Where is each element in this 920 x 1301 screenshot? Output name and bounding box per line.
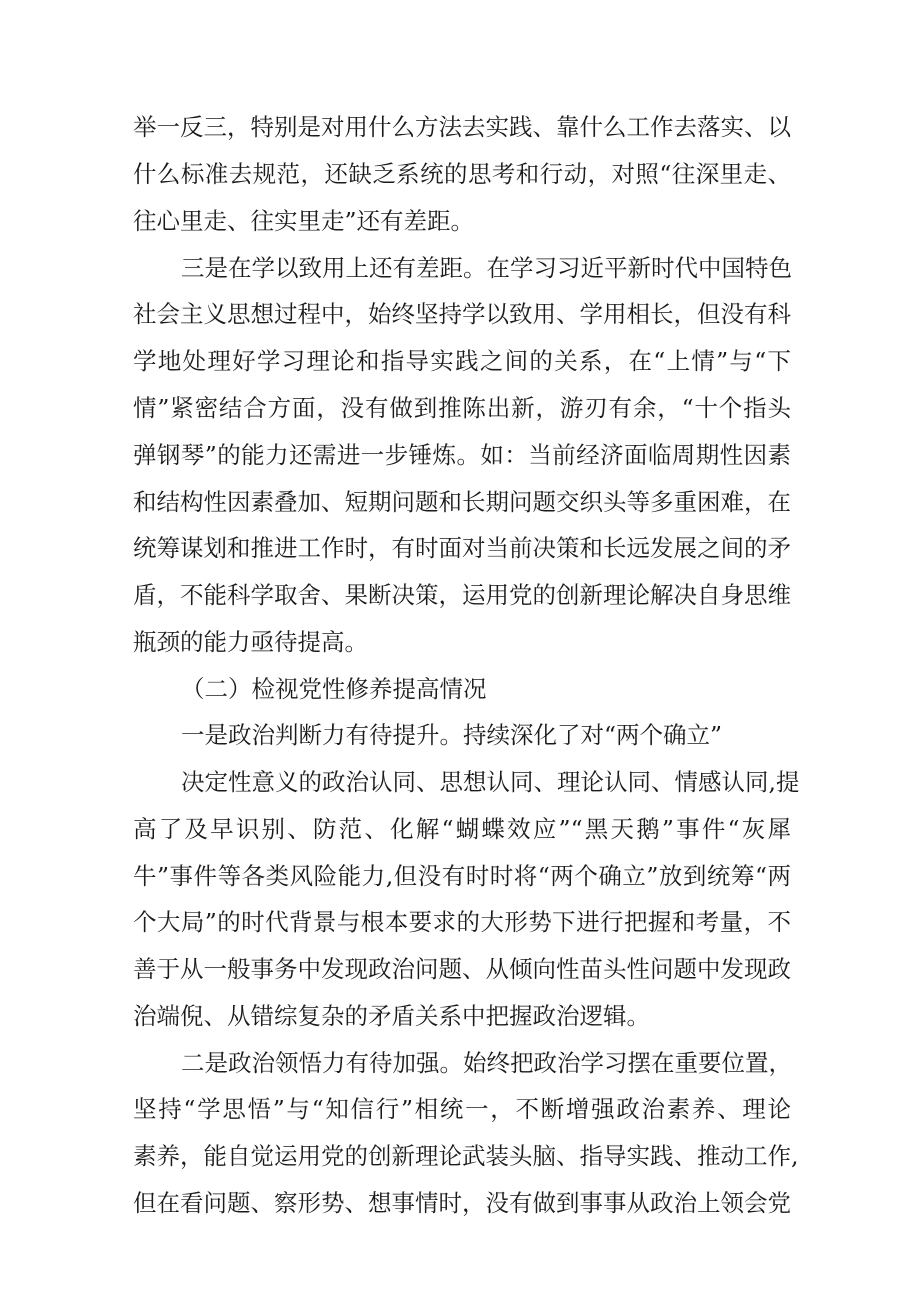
- paragraph-line: 牛”事件等各类风险能力,但没有时时将“两个确立”放到统筹“两: [133, 862, 791, 890]
- paragraph-first-line: 三是在学以致用上还有差距。在学习习近平新时代中国特色: [181, 254, 792, 282]
- paragraph-line: 高了及早识别、防范、化解“蝴蝶效应”“黑天鹅”事件“灰犀: [133, 815, 791, 843]
- paragraph-line: 弹钢琴”的能力还需进一步锤炼。如：当前经济面临周期性因素: [133, 441, 791, 469]
- paragraph-line: 瓶颈的能力亟待提高。: [133, 628, 368, 656]
- paragraph-line: 情”紧密结合方面，没有做到推陈出新，游刃有余，“十个指头: [133, 394, 791, 422]
- paragraph-line: 个大局”的时代背景与根本要求的大形势下进行把握和考量，不: [133, 908, 791, 936]
- paragraph-line: 坚持“学思悟”与“知信行”相统一，不断增强政治素养、理论: [133, 1095, 791, 1123]
- paragraph-first-line: 一是政治判断力有待提升。持续深化了对“两个确立”: [181, 721, 723, 749]
- paragraph-line: 举一反三，特别是对用什么方法去实践、靠什么工作去落实、以: [133, 113, 791, 141]
- paragraph-line: 素养，能自觉运用党的创新理论武装头脑、指导实践、推动工作,: [133, 1142, 799, 1170]
- paragraph-line: 社会主义思想过程中，始终坚持学以致用、学用相长，但没有科: [133, 300, 791, 328]
- paragraph-line: 往心里走、往实里走”还有差距。: [133, 207, 475, 235]
- paragraph-first-line: 二是政治领悟力有待加强。始终把政治学习摆在重要位置，: [181, 1049, 792, 1077]
- paragraph-line: 和结构性因素叠加、短期问题和长期问题交织头等多重困难，在: [133, 488, 791, 516]
- paragraph-line: 但在看问题、察形势、想事情时，没有做到事事从政治上领会党: [133, 1189, 791, 1217]
- paragraph-line: 善于从一般事务中发现政治问题、从倾向性苗头性问题中发现政: [133, 955, 791, 983]
- paragraph-line: 学地处理好学习理论和指导实践之间的关系，在“上情”与“下: [133, 347, 791, 375]
- paragraph-line: 决定性意义的政治认同、思想认同、理论认同、情感认同,提: [181, 768, 800, 796]
- paragraph-line: 治端倪、从错综复杂的矛盾关系中把握政治逻辑。: [133, 1002, 650, 1030]
- section-heading: （二）检视党性修养提高情况: [181, 675, 487, 703]
- paragraph-line: 统筹谋划和推进工作时，有时面对当前决策和长远发展之间的矛: [133, 534, 791, 562]
- paragraph-line: 盾，不能科学取舍、果断决策，运用党的创新理论解决自身思维: [133, 581, 791, 609]
- paragraph-line: 什么标准去规范，还缺乏系统的思考和行动，对照“往深里走、: [133, 160, 791, 188]
